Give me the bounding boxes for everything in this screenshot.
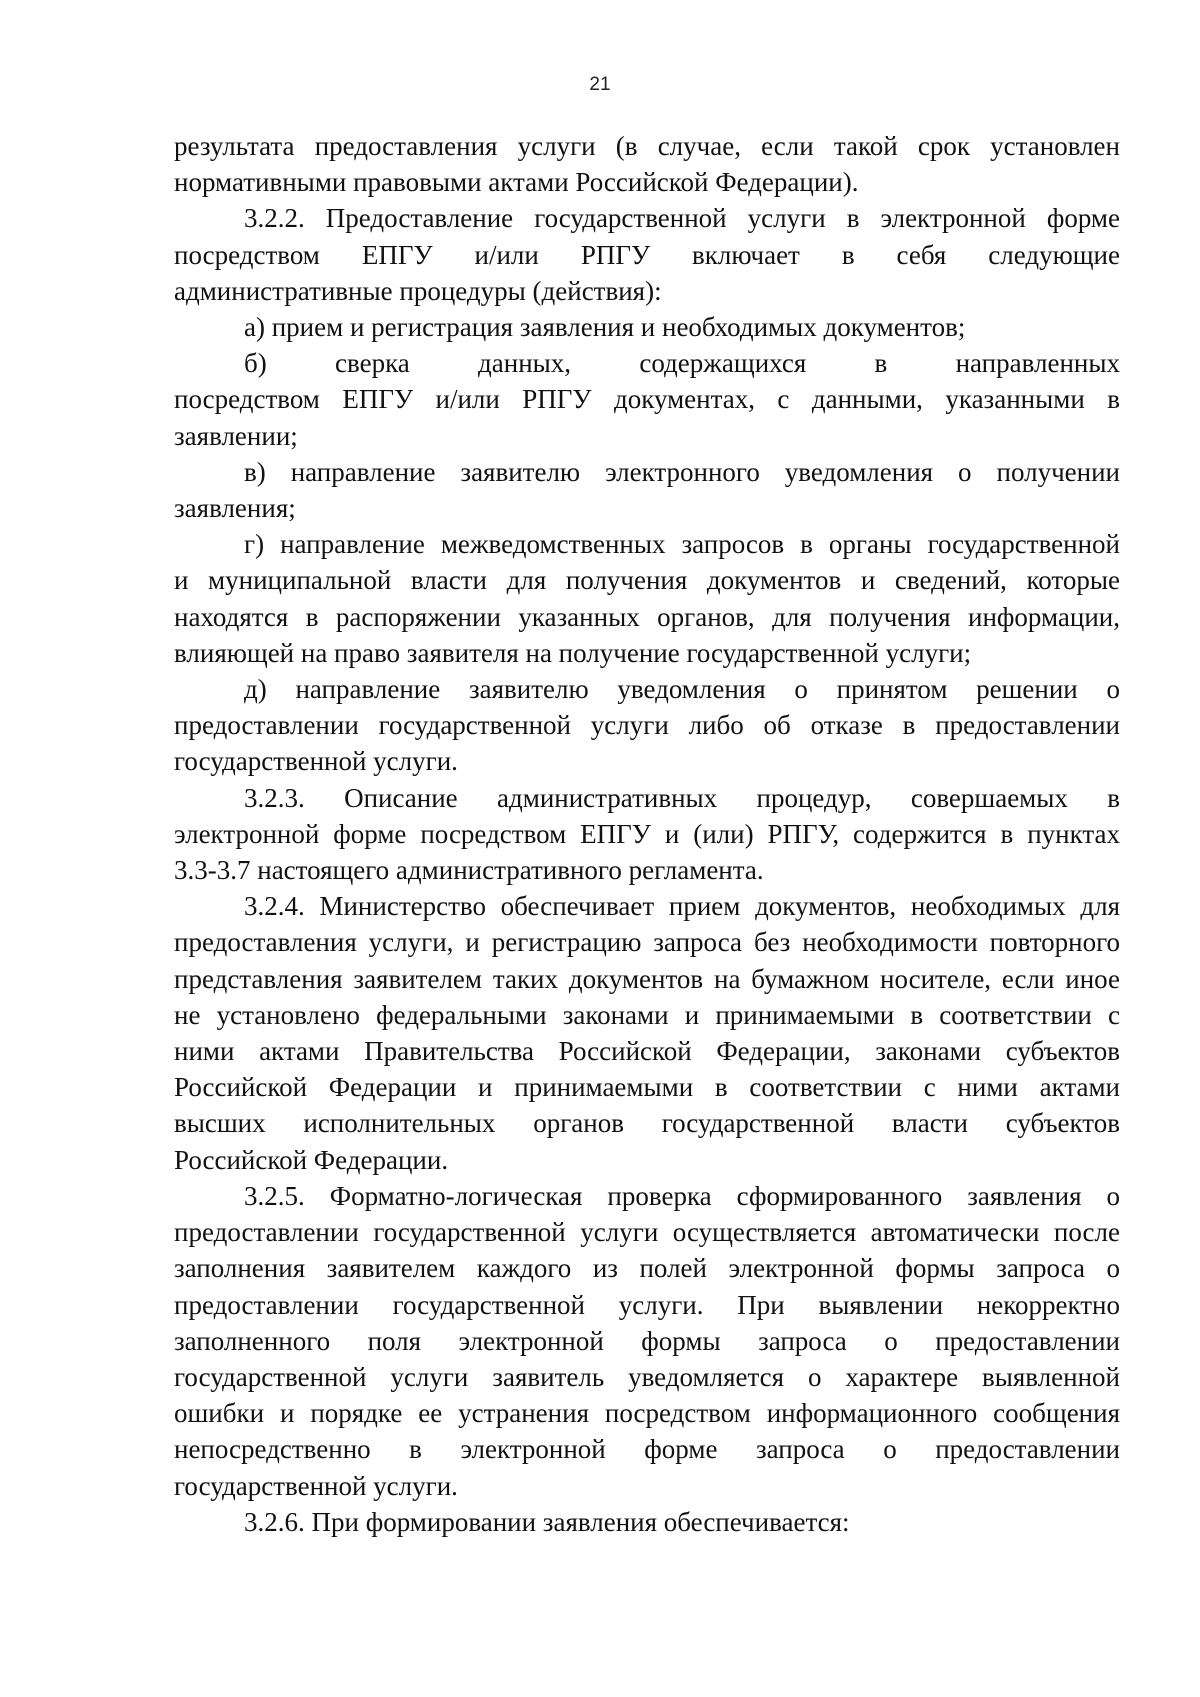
text-line: ними актами Правительства Российской Федерации, законами субъектов xyxy=(174,1036,1120,1067)
text-line: 3.2.4. Министерство обеспечивает прием документов, необходимых для xyxy=(244,891,1120,922)
text-line: заполненного поля электронной формы запроса о предоставлении xyxy=(174,1325,1120,1356)
text-line: Российской Федерации и принимаемыми в соответствии с ними актами xyxy=(174,1072,1120,1103)
paragraph xyxy=(174,1504,1120,1540)
text-line: заполнения заявителем каждого из полей электронной формы запроса о xyxy=(174,1253,1120,1284)
text-line: предоставления услуги, и регистрацию запроса без необходимости повторного xyxy=(174,927,1120,958)
text-line: находятся в распоряжении указанных органов, для получения информации, xyxy=(174,601,1120,632)
text-line: заявлении; xyxy=(174,420,298,451)
text-line: заявления; xyxy=(174,493,296,524)
paragraph xyxy=(174,200,1120,309)
text-line: д) направление заявителю уведомления о принятом решении о xyxy=(244,674,1120,705)
paragraph xyxy=(174,671,1120,780)
text-line: 3.2.6. При формировании заявления обеспечивается: xyxy=(244,1506,850,1537)
text-line: административные процедуры (действия): xyxy=(174,275,662,306)
text-line: 3.2.5. Форматно-логическая проверка сформированного заявления о xyxy=(244,1180,1120,1211)
text-line: государственной услуги. xyxy=(174,1470,458,1501)
text-line: 3.3-3.7 настоящего административного регламента. xyxy=(174,855,764,886)
paragraph xyxy=(174,309,1120,345)
text-line: 3.2.3. Описание административных процедур, совершаемых в xyxy=(244,782,1120,813)
text-line: государственной услуги заявитель уведомляется о характере выявленной xyxy=(174,1361,1120,1392)
text-line: а) прием и регистрация заявления и необходимых документов; xyxy=(244,312,966,343)
paragraph xyxy=(174,345,1120,454)
document-body xyxy=(174,128,1120,1540)
text-line: результата предоставления услуги (в случае, если такой срок установлен xyxy=(174,131,1120,161)
page-number: 21 xyxy=(589,74,611,95)
text-line: г) направление межведомственных запросов в органы государственной xyxy=(244,529,1120,560)
paragraph xyxy=(174,526,1120,671)
text-line: предоставлении государственной услуги осуществляется автоматически после xyxy=(174,1217,1120,1248)
text-line: высших исполнительных органов государственной власти субъектов xyxy=(174,1108,1120,1139)
text-line: непосредственно в электронной форме запроса о предоставлении xyxy=(174,1434,1120,1465)
text-line: электронной форме посредством ЕПГУ и (или) РПГУ, содержится в пунктах xyxy=(174,818,1120,849)
text-line: нормативными правовыми актами Российской Федерации). xyxy=(174,167,859,198)
paragraph xyxy=(174,128,1120,200)
text-line: представления заявителем таких документов на бумажном носителе, если иное xyxy=(174,963,1120,994)
text-line: б) сверка данных, содержащихся в направленных xyxy=(244,348,1120,379)
text-line: 3.2.2. Предоставление государственной услуги в электронной форме xyxy=(244,203,1120,234)
paragraph xyxy=(174,454,1120,526)
paragraph xyxy=(174,780,1120,889)
text-line: Российской Федерации. xyxy=(174,1144,449,1175)
text-line: предоставлении государственной услуги. При выявлении некорректно xyxy=(174,1289,1120,1320)
text-line: предоставлении государственной услуги либо об отказе в предоставлении xyxy=(174,710,1120,741)
text-line: и муниципальной власти для получения документов и сведений, которые xyxy=(174,565,1120,596)
text-line: не установлено федеральными законами и принимаемыми в соответствии с xyxy=(174,999,1120,1030)
text-line: влияющей на право заявителя на получение государственной услуги; xyxy=(174,637,972,668)
paragraph xyxy=(174,1178,1120,1504)
paragraph xyxy=(174,888,1120,1178)
text-line: посредством ЕПГУ и/или РПГУ документах, с данными, указанными в xyxy=(174,384,1120,415)
text-line: в) направление заявителю электронного уведомления о получении xyxy=(244,456,1120,487)
text-line: государственной услуги. xyxy=(174,746,458,777)
text-line: ошибки и порядке ее устранения посредством информационного сообщения xyxy=(174,1398,1120,1429)
text-line: посредством ЕПГУ и/или РПГУ включает в себя следующие xyxy=(174,239,1120,270)
